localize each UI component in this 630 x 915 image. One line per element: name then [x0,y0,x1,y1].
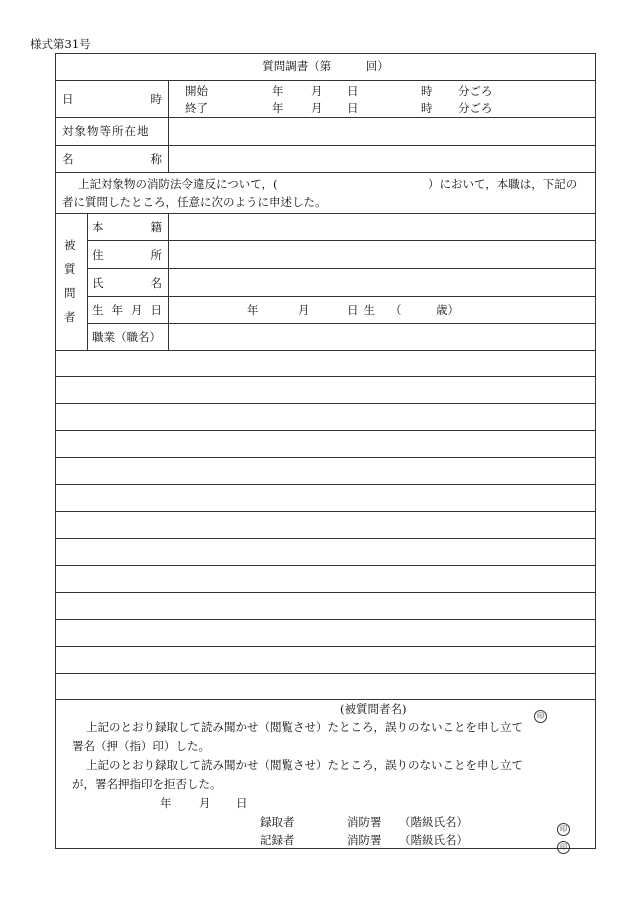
rule [87,296,596,297]
rule [87,323,596,324]
seal-icon: 印 [557,823,570,836]
end-day: 日 [347,101,359,115]
respondent-name-label-a: 氏 [92,276,104,290]
respondent-group-char: 問 [64,286,76,300]
footer-month: 月 [199,796,211,810]
footer-day: 日 [236,796,248,810]
location-label: 対象物等所在地 [62,124,150,138]
datetime-label-b: 時 [150,92,162,106]
blank-line [55,430,596,431]
fire-station-label: 消防署 [347,815,382,829]
intro-line1-b: ）において，本職は，下記の [428,177,578,191]
seal-icon: 印 [557,841,570,854]
blank-line [55,376,596,377]
rule [55,213,596,214]
blank-line [55,699,596,700]
start-month: 月 [311,84,323,98]
domicile-label-b: 籍 [150,220,162,234]
dob-month: 月 [298,303,310,317]
start-day: 日 [347,84,359,98]
seal-mark [557,834,570,854]
blank-line [55,565,596,566]
blank-line [55,592,596,593]
domicile-label [92,220,162,234]
end-year: 年 [272,101,284,115]
dob-label-d: 日 [150,303,162,317]
respondent-name-label [92,276,162,290]
blank-line [55,646,596,647]
end-hour: 時 [421,101,433,115]
blank-line [55,538,596,539]
fire-station-label: 消防署 [347,833,382,847]
dob-label-a: 生 [92,303,104,317]
respondent-group-char: 質 [64,262,76,276]
name-label-b: 称 [150,152,162,166]
name-label-a: 名 [62,152,74,166]
blank-line [55,484,596,485]
footer-year: 年 [160,796,172,810]
seal-mark [534,703,547,723]
intro-line1-a: 上記対象物の消防法令違反について，( [78,177,278,191]
address-label-a: 住 [92,248,104,262]
rule [87,268,596,269]
rule [168,80,169,172]
rule [87,240,596,241]
domicile-label-a: 本 [92,220,104,234]
rule [87,213,88,350]
address-label-b: 所 [150,248,162,262]
intro-line2: 者に質問したところ，任意に次のように申述した。 [62,195,327,209]
blank-line [55,457,596,458]
dob-label [92,303,162,317]
rule [55,80,596,81]
rank-name-label: （階級氏名） [399,833,468,847]
seal-mark [557,816,570,836]
start-label: 開始 [185,84,208,98]
occupation-label: 職業（職名） [92,330,161,344]
para1-line2: 署名（押（指）印）した。 [72,739,210,753]
respondent-group-char: 者 [64,310,76,324]
form-number: 様式第31号 [30,37,91,51]
end-month: 月 [311,101,323,115]
rule [55,350,596,351]
respondent-group-char: 被 [64,238,76,252]
respondent-name-signature: (被質問者名) [340,702,407,716]
blank-line [55,403,596,404]
para1-line1: 上記のとおり録取して読み聞かせ（閲覧させ）たところ，誤りのないことを申し立て [86,720,523,734]
rule [55,172,596,173]
seal-icon: 印 [534,710,547,723]
respondent-name-label-b: 名 [150,276,162,290]
rank-name-label: （階級氏名） [399,815,468,829]
blank-line [55,619,596,620]
para2-line2: が，署名押指印を拒否した。 [72,777,222,791]
dob-age: （ 歳） [390,303,459,317]
blank-line [55,673,596,674]
rule [168,213,169,350]
blank-line [55,511,596,512]
end-label: 終了 [185,101,208,115]
recorder-writer-label: 記録者 [260,833,295,847]
start-year: 年 [272,84,284,98]
start-minute: 分ごろ [458,84,493,98]
start-hour: 時 [421,84,433,98]
rule [55,117,596,118]
name-label [62,152,162,166]
datetime-label [62,92,162,106]
end-minute: 分ごろ [458,101,493,115]
dob-label-c: 月 [131,303,143,317]
datetime-label-a: 日 [62,92,74,106]
dob-year: 年 [247,303,259,317]
address-label [92,248,162,262]
recorder-taker-label: 録取者 [260,815,295,829]
dob-day: 日生 [347,303,380,317]
rule [55,145,596,146]
dob-label-b: 年 [111,303,123,317]
para2-line1: 上記のとおり録取して読み聞かせ（閲覧させ）たところ，誤りのないことを申し立て [86,758,523,772]
form-title: 質問調書（第 回） [262,59,389,73]
